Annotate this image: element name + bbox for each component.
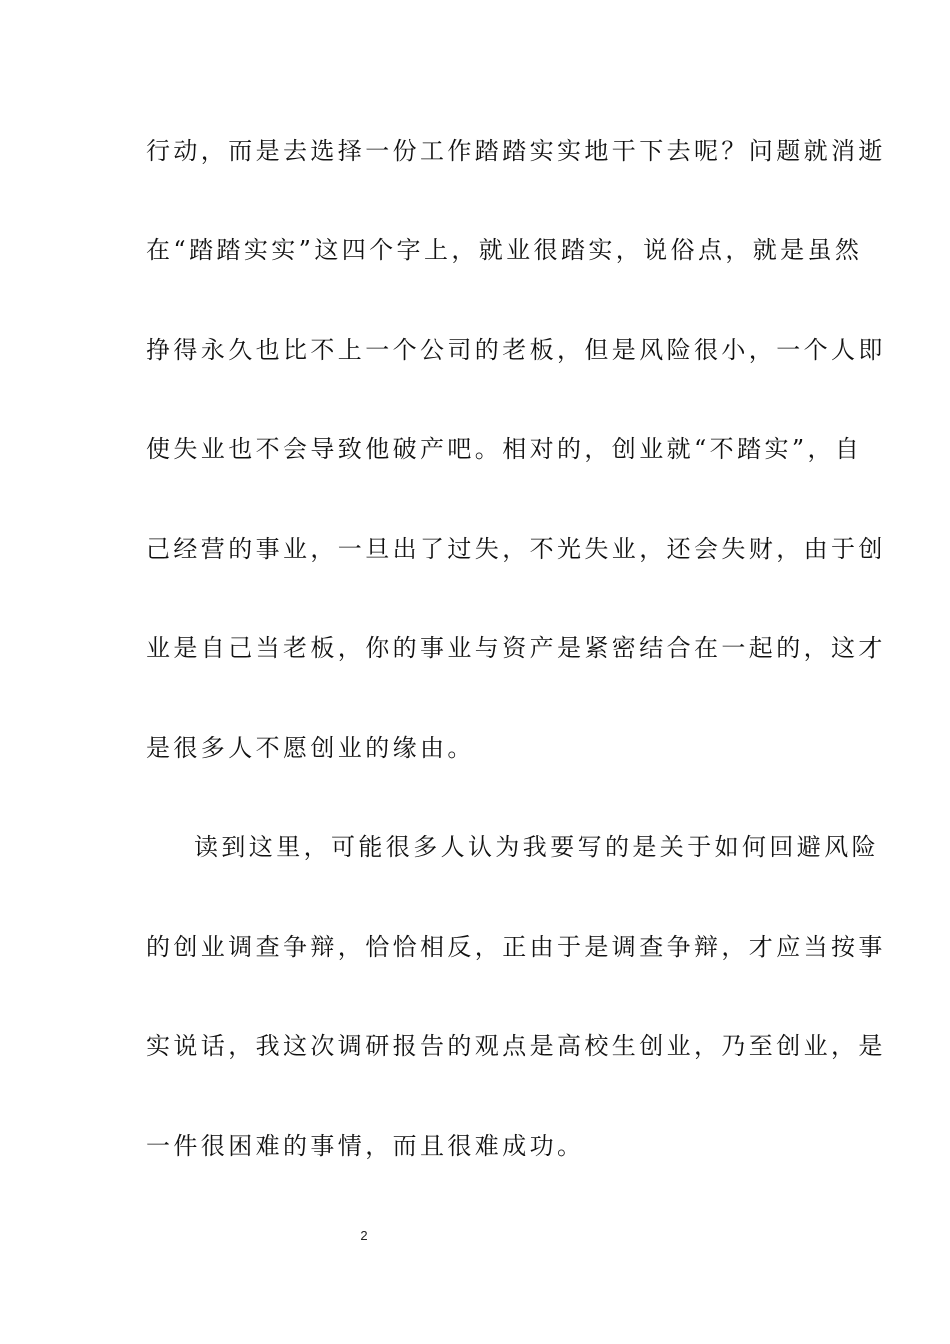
text-line: 业是自己当老板，你的事业与资产是紧密结合在一起的，这才 [146, 634, 886, 662]
text-line: 的创业调查争辩，恰恰相反，正由于是调查争辩，才应当按事 [146, 933, 886, 961]
text-line: 挣得永久也比不上一个公司的老板，但是风险很小，一个人即 [146, 336, 886, 364]
text-line: 一件很困难的事情，而且很难成功。 [146, 1132, 585, 1160]
page-number: 2 [360, 1228, 368, 1243]
text-line: 使失业也不会导致他破产吧。相对的，创业就“不踏实”，自 [146, 435, 863, 463]
text-line: 在“踏踏实实”这四个字上，就业很踏实，说俗点，就是虽然 [146, 236, 863, 264]
text-line: 实说话，我这次调研报告的观点是高校生创业，乃至创业，是 [146, 1032, 886, 1060]
text-line: 是很多人不愿创业的缘由。 [146, 734, 475, 762]
text-line: 己经营的事业，一旦出了过失，不光失业，还会失财，由于创 [146, 535, 886, 563]
text-line: 行动，而是去选择一份工作踏踏实实地干下去呢？问题就消逝 [146, 137, 886, 165]
text-line: 读到这里，可能很多人认为我要写的是关于如何回避风险 [194, 833, 879, 861]
